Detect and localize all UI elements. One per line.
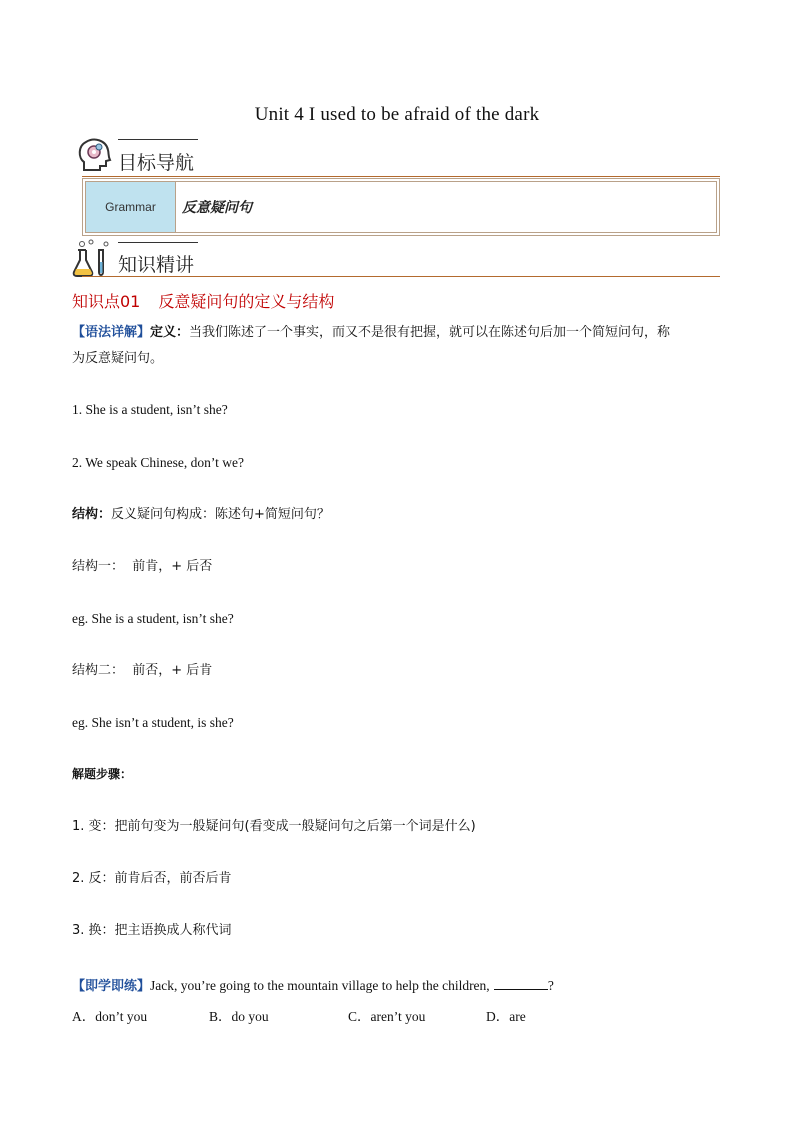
section-top-rule [118,242,198,243]
option-b: B．do you [209,1009,269,1024]
option-a: A．don’t you [72,1009,148,1024]
structure-two: 结构二： 前否，+ 后肯 [72,663,213,678]
answer-blank [494,977,548,990]
step-1: 1. 变：把前句变为一般疑问句(看变成一般疑问句之后第一个词是什么) [72,819,476,834]
structure-line [72,502,330,528]
example-1: 1. She is a student, isn’t she? [72,402,228,417]
knowledge-point-number: 知识点01 [72,292,141,311]
goal-table-content: 反意疑问句 [182,200,252,216]
section-heading-goals: 目标导航 [118,152,195,174]
structure-text: 反义疑问句构成：陈述句+简短问句？ [111,507,330,522]
goal-table [82,178,720,236]
practice-question [72,973,752,1000]
goal-table-label: Grammar [86,182,176,232]
lab-flask-icon [72,238,112,278]
knowledge-point-name: 反意疑问句的定义与结构 [158,292,335,311]
definition-text: 当我们陈述了一个事实，而又不是很有把握，就可以在陈述句后加一个简短问句，称 [189,325,671,340]
section-divider [82,176,720,177]
option-d: D．are [486,1009,526,1024]
practice-text: Jack, you’re going to the mountain village to help the children, [150,978,490,993]
definition-tag: 【语法详解】 [72,325,151,340]
section-divider [82,276,720,277]
structure-one-example: eg. She is a student, isn’t she? [72,611,234,626]
step-3: 3. 换：把主语换成人称代词 [72,923,232,938]
definition-label: 定义： [150,325,190,340]
page-title: Unit 4 I used to be afraid of the dark [254,104,540,125]
section-heading-knowledge: 知识精讲 [118,254,195,276]
structure-one: 结构一： 前肯，+ 后否 [72,559,213,574]
head-gears-icon [74,136,114,176]
section-top-rule [118,139,198,140]
structure-two-example: eg. She isn’t a student, is she? [72,715,234,730]
option-c: C．aren’t you [348,1009,426,1024]
structure-label: 结构： [72,507,112,522]
steps-heading: 解题步骤： [72,767,133,781]
step-2: 2. 反：前肯后否，前否后肯 [72,871,232,886]
knowledge-point-title [72,289,334,312]
practice-tag: 【即学即练】 [72,979,151,994]
goal-table-inner [85,181,717,233]
definition-paragraph [72,320,732,346]
practice-end: ? [547,978,554,993]
example-2: 2. We speak Chinese, don’t we? [72,455,244,470]
definition-paragraph-cont: 为反意疑问句。 [72,351,164,366]
